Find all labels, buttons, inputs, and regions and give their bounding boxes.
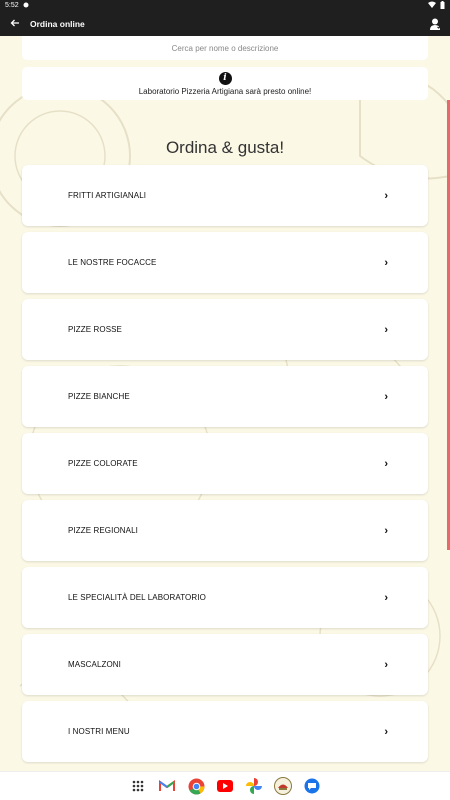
category-label: FRITTI ARTIGIANALI	[68, 191, 147, 200]
chevron-right-icon: ›	[384, 725, 388, 738]
gmail-icon[interactable]	[158, 777, 177, 796]
category-item-pizze-colorate[interactable]	[22, 433, 428, 494]
battery-icon	[440, 1, 445, 11]
category-item-pizze-bianche[interactable]	[22, 366, 428, 427]
chevron-right-icon: ›	[384, 457, 388, 470]
youtube-icon[interactable]	[216, 777, 235, 796]
chevron-right-icon: ›	[384, 591, 388, 604]
restaurant-app-icon[interactable]	[274, 777, 293, 796]
wifi-icon	[428, 1, 436, 10]
system-navbar	[0, 771, 450, 800]
apps-grid-icon[interactable]	[129, 777, 148, 796]
category-item-le-nostre-focacce[interactable]	[22, 232, 428, 293]
status-time: 5:52	[5, 2, 19, 9]
category-label: PIZZE REGIONALI	[68, 526, 138, 535]
status-bar	[0, 0, 450, 11]
app-bar	[0, 11, 450, 36]
notification-icon	[23, 2, 29, 10]
account-icon[interactable]	[420, 18, 450, 30]
category-item-pizze-rosse[interactable]	[22, 299, 428, 360]
category-item-i-nostri-menu[interactable]	[22, 701, 428, 762]
info-icon: i	[219, 72, 232, 85]
chevron-right-icon: ›	[384, 390, 388, 403]
messages-icon[interactable]	[303, 777, 322, 796]
category-label: PIZZE COLORATE	[68, 459, 138, 468]
chevron-right-icon: ›	[384, 658, 388, 671]
chevron-right-icon: ›	[384, 189, 388, 202]
chevron-right-icon: ›	[384, 524, 388, 537]
category-label: LE SPECIALITÀ DEL LABORATORIO	[68, 593, 206, 602]
section-heading: Ordina & gusta!	[165, 138, 285, 157]
page-title: Ordina online	[30, 18, 85, 29]
category-label: PIZZE BIANCHE	[68, 392, 130, 401]
photos-icon[interactable]	[245, 777, 264, 796]
chevron-right-icon: ›	[384, 256, 388, 269]
back-arrow-icon[interactable]	[0, 16, 30, 31]
category-list	[22, 165, 428, 768]
category-label: LE NOSTRE FOCACCE	[68, 258, 157, 267]
info-notice	[22, 67, 428, 100]
notice-message: Laboratorio Pizzeria Artigiana sarà presto online!	[138, 86, 312, 96]
category-item-specialita-laboratorio[interactable]	[22, 567, 428, 628]
search-input[interactable]: Cerca per nome o descrizione	[22, 36, 428, 60]
category-label: PIZZE ROSSE	[68, 325, 122, 334]
category-label: MASCALZONI	[68, 660, 122, 669]
category-label: I NOSTRI MENU	[68, 727, 130, 736]
chevron-right-icon: ›	[384, 323, 388, 336]
category-item-mascalzoni[interactable]	[22, 634, 428, 695]
category-item-pizze-regionali[interactable]	[22, 500, 428, 561]
chrome-icon[interactable]	[187, 777, 206, 796]
category-item-fritti-artigianali[interactable]	[22, 165, 428, 226]
